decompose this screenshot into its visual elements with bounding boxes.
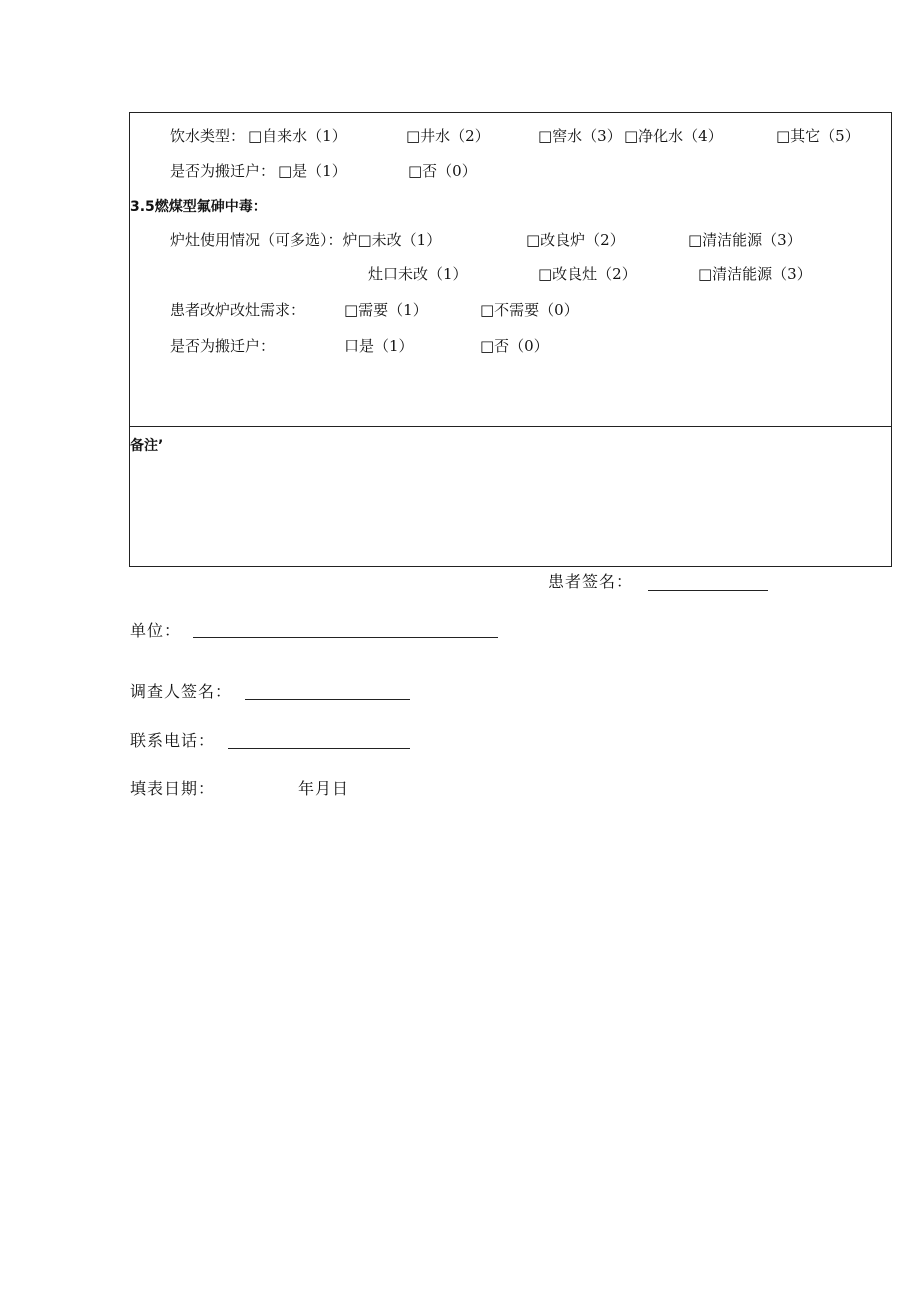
survey-table xyxy=(129,112,892,567)
furnace-clean-energy-checkbox[interactable]: □清洁能源（3） xyxy=(688,231,802,249)
need-yes-checkbox[interactable]: □需要（1） xyxy=(344,301,428,319)
patient-signature-line[interactable] xyxy=(648,590,768,591)
patient-signature-label: 患者签名： xyxy=(548,572,634,591)
survey-section-row xyxy=(130,113,891,427)
relocation-label-2: 是否为搬迁户： xyxy=(170,337,276,355)
unit-line[interactable] xyxy=(193,637,498,638)
unit-label: 单位： xyxy=(130,621,182,640)
relocation-no-checkbox-2[interactable]: □否（0） xyxy=(480,337,549,355)
fill-date-label: 填表日期： xyxy=(130,779,216,798)
cooker-unchanged-checkbox[interactable]: 灶口未改（1） xyxy=(368,265,468,283)
furnace-improved-checkbox[interactable]: □改良炉（2） xyxy=(526,231,625,249)
water-tap-checkbox[interactable]: □自来水（1） xyxy=(248,127,347,145)
water-cellar-checkbox[interactable]: □窖水（3） xyxy=(538,127,622,145)
cooker-clean-energy-checkbox[interactable]: □清洁能源（3） xyxy=(698,265,812,283)
water-well-checkbox[interactable]: □井水（2） xyxy=(406,127,490,145)
stove-usage-label[interactable]: 炉灶使用情况（可多选）：炉□未改（1） xyxy=(170,231,442,249)
fill-date-value[interactable]: 年月日 xyxy=(298,779,350,798)
section-title: 3.5燃煤型氟砷中毒： xyxy=(130,199,267,215)
relocation-label: 是否为搬迁户： xyxy=(170,162,276,180)
investigator-signature-line[interactable] xyxy=(245,699,410,700)
phone-line[interactable] xyxy=(228,748,410,749)
water-type-label: 饮水类型： xyxy=(170,127,246,145)
water-other-checkbox[interactable]: □其它（5） xyxy=(776,127,860,145)
renovation-need-label: 患者改炉改灶需求： xyxy=(170,301,306,319)
investigator-signature-label: 调查人签名： xyxy=(130,682,233,701)
relocation-no-checkbox[interactable]: □否（0） xyxy=(408,162,477,180)
phone-label: 联系电话： xyxy=(130,731,216,750)
relocation-yes-checkbox[interactable]: □是（1） xyxy=(278,162,347,180)
remarks-label: 备注’ xyxy=(130,438,164,454)
water-purified-checkbox[interactable]: □净化水（4） xyxy=(624,127,723,145)
need-no-checkbox[interactable]: □不需要（0） xyxy=(480,301,579,319)
relocation-yes-checkbox-2[interactable]: 口是（1） xyxy=(344,337,414,355)
cooker-improved-checkbox[interactable]: □改良灶（2） xyxy=(538,265,637,283)
